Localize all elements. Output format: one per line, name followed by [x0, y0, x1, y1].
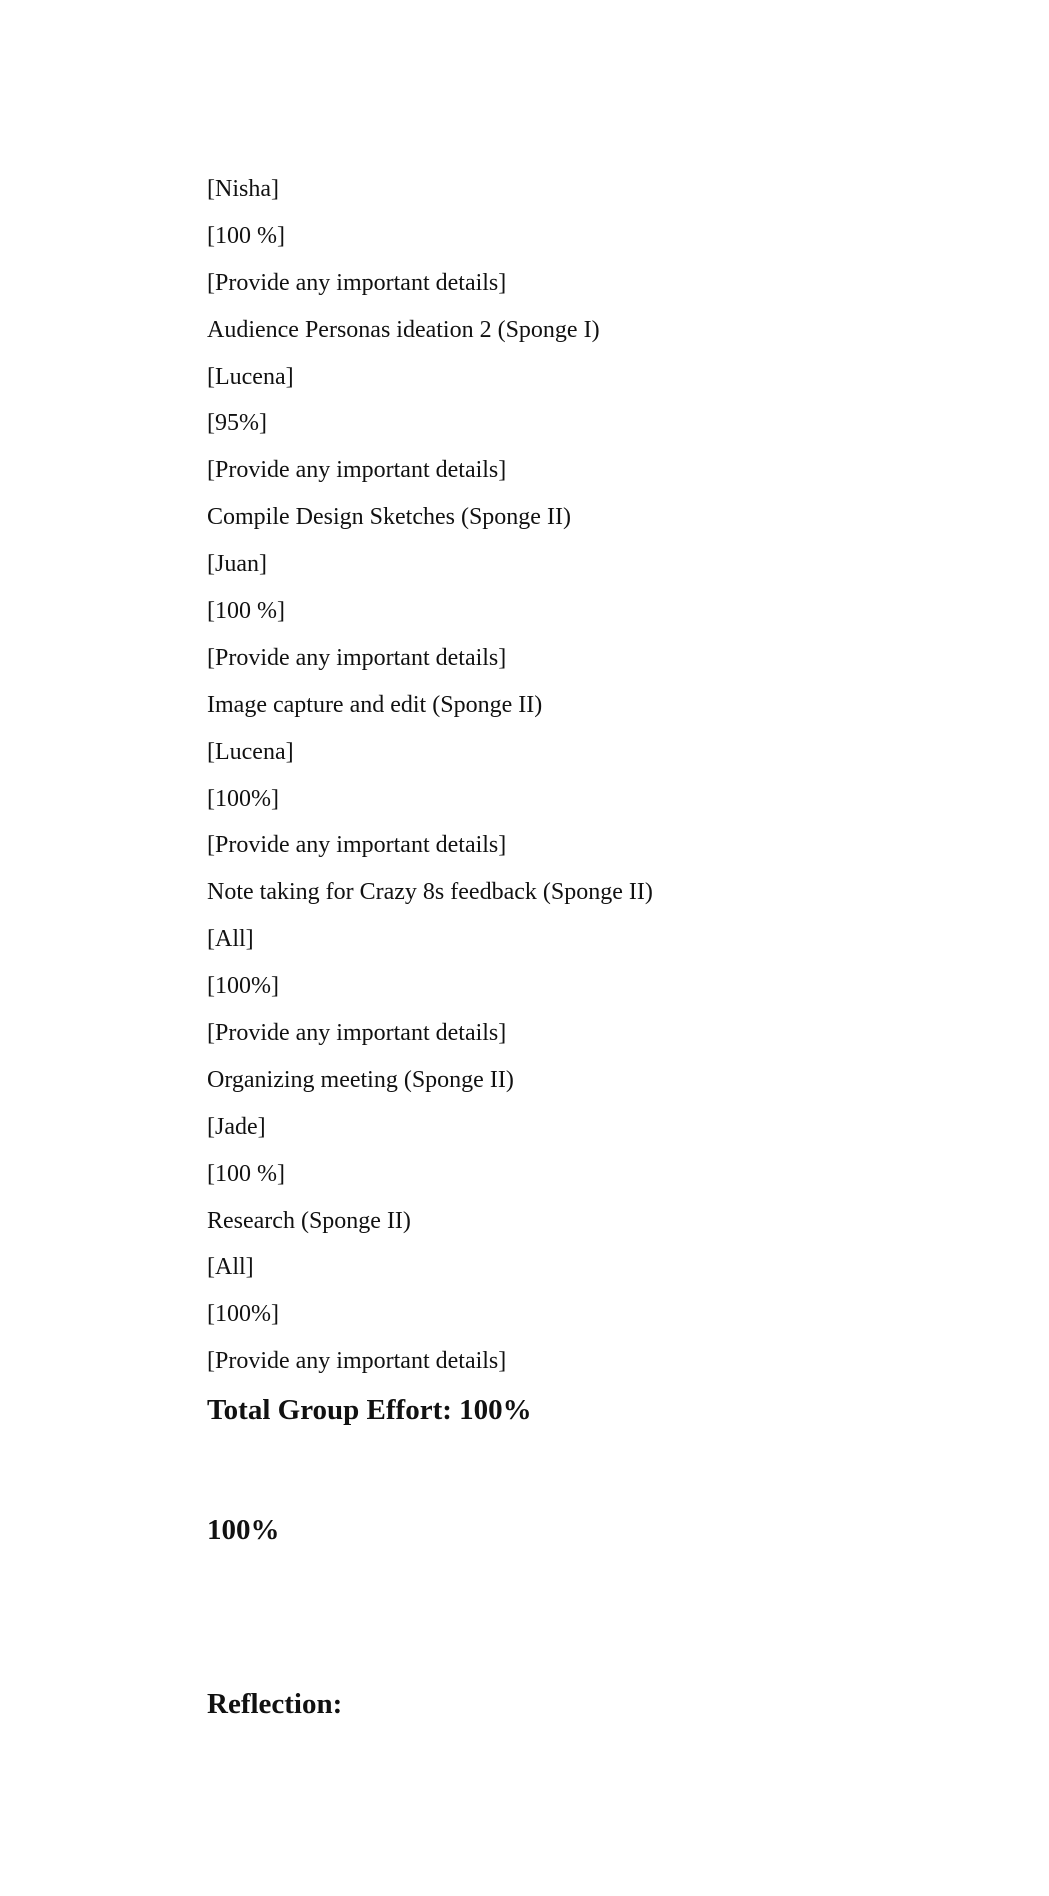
list-item: [All] [207, 1254, 254, 1281]
total-group-effort-heading: Total Group Effort: 100% [207, 1394, 532, 1426]
list-item: [Juan] [207, 551, 267, 578]
list-item: [100%] [207, 1301, 279, 1328]
list-item: [Provide any important details] [207, 1348, 507, 1375]
list-item: [Provide any important details] [207, 1020, 507, 1047]
list-item: Research (Sponge II) [207, 1207, 411, 1234]
contribution-list [207, 174, 653, 1393]
list-item: [100%] [207, 785, 279, 812]
list-item: Compile Design Sketches (Sponge II) [207, 504, 571, 531]
list-item: [Provide any important details] [207, 457, 507, 484]
list-item: [100 %] [207, 1160, 285, 1187]
list-item: [Provide any important details] [207, 269, 507, 296]
reflection-heading: Reflection: [207, 1688, 343, 1720]
list-item: [Jade] [207, 1113, 266, 1140]
list-item: [All] [207, 926, 254, 953]
list-item: Organizing meeting (Sponge II) [207, 1066, 514, 1093]
list-item: Note taking for Crazy 8s feedback (Sponge II) [207, 879, 653, 906]
list-item: [100%] [207, 973, 279, 1000]
list-item: [Provide any important details] [207, 832, 507, 859]
list-item: [Lucena] [207, 738, 294, 765]
list-item: [Nisha] [207, 176, 279, 202]
list-item: Audience Personas ideation 2 (Sponge I) [207, 316, 600, 343]
list-item: [Provide any important details] [207, 644, 507, 671]
list-item: [100 %] [207, 598, 285, 625]
list-item: [100 %] [207, 222, 285, 249]
list-item: [Lucena] [207, 363, 294, 390]
list-item: [95%] [207, 410, 267, 437]
list-item: Image capture and edit (Sponge II) [207, 691, 543, 718]
total-percent-value: 100% [207, 1514, 280, 1546]
